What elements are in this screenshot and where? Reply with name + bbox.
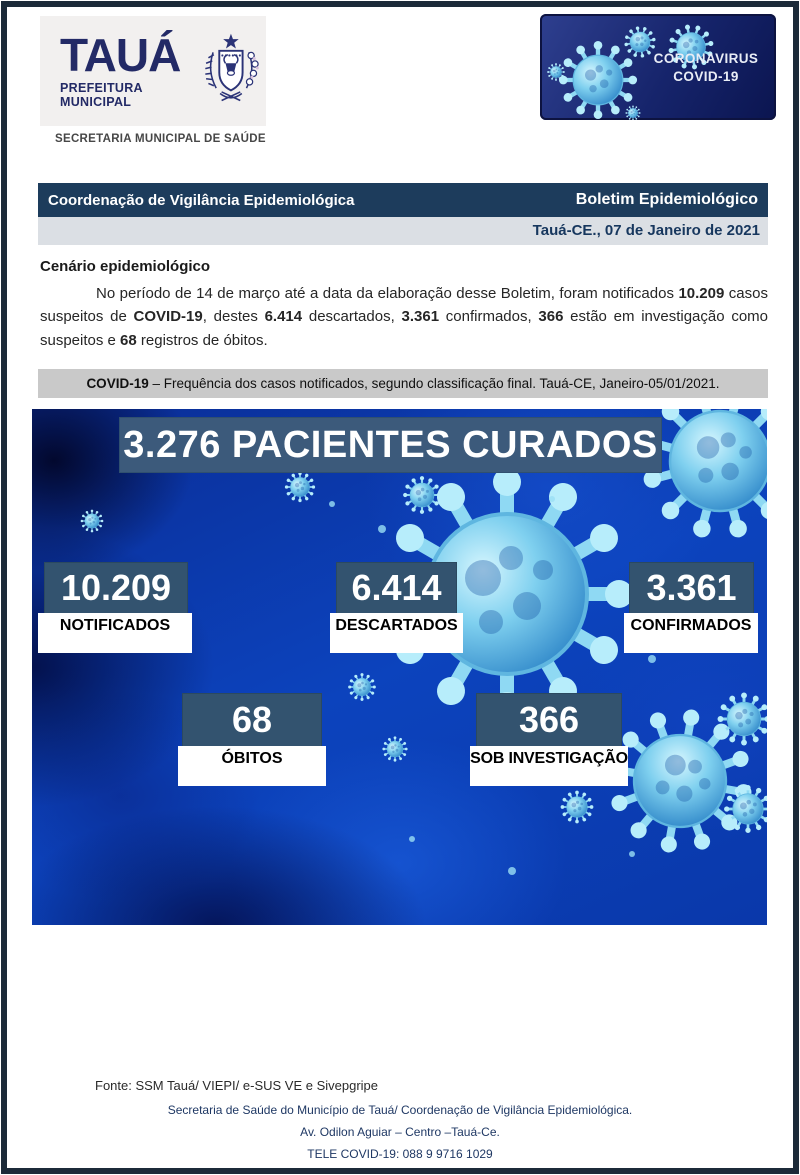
header-bar <box>38 183 768 217</box>
stat-label-confirmados: CONFIRMADOS <box>624 613 758 653</box>
stat-label-investigacao: SOB INVESTIGAÇÃO <box>470 746 628 786</box>
footer-phone: TELE COVID-19: 088 9 9716 1029 <box>307 1147 493 1161</box>
caption-bold: COVID-19 <box>86 376 149 391</box>
stat-value-confirmados: 3.361 <box>630 563 753 613</box>
footer-secretaria: Secretaria de Saúde do Município de Tauá/ Coordenação de Vigilância Epidemiológica. <box>167 1103 633 1117</box>
stat-value-notificados: 10.209 <box>45 563 187 613</box>
municipal-logo <box>40 16 266 126</box>
date-strip <box>38 217 768 245</box>
covid-banner <box>540 14 776 120</box>
bulletin-date: Tauá-CE., 07 de Janeiro de 2021 <box>532 222 760 239</box>
banner-line2: COVID-19 <box>673 69 739 85</box>
intro-paragraph <box>40 282 768 352</box>
stat-label-notificados: NOTIFICADOS <box>38 613 192 653</box>
section-heading: Cenário epidemiológico <box>40 258 211 275</box>
logo-text <box>40 16 194 109</box>
logo-title: TAUÁ <box>60 29 181 81</box>
stat-label-descartados: DESCARTADOS <box>330 613 463 653</box>
banner-line1: CORONAVIRUS <box>653 51 759 66</box>
paragraph-text: descartados, <box>302 308 402 326</box>
stat-value-obitos: 68 <box>183 694 321 746</box>
star-icon <box>223 34 239 49</box>
stat-inline-notificados: 10.209 <box>678 285 725 302</box>
footer-address: Av. Odilon Aguiar – Centro –Tauá-Ce. <box>300 1125 500 1139</box>
stat-inline-obitos: 68 <box>120 331 137 349</box>
logo-subtitle: PREFEITURA MUNICIPAL <box>60 80 143 109</box>
stat-inline-investigacao: 366 <box>538 308 564 326</box>
header-right-title: Boletim Epidemiológico <box>575 191 758 208</box>
table-caption-bar <box>38 369 768 398</box>
covid-inline: COVID-19 <box>133 308 203 326</box>
stat-value-descartados: 6.414 <box>337 563 456 613</box>
cured-patients-title: 3.276 PACIENTES CURADOS <box>120 418 661 472</box>
footer-source: Fonte: SSM Tauá/ VIEPI/ e-SUS VE e Sivepgripe <box>95 1078 379 1093</box>
paragraph-text: confirmados, <box>439 308 539 326</box>
paragraph-text: No período de 14 de março até a data da elaboração desse Boletim, foram notificados <box>96 285 679 302</box>
stat-inline-confirmados: 3.361 <box>401 308 440 326</box>
secretaria-label: SECRETARIA MUNICIPAL DE SAÚDE <box>55 133 266 145</box>
paragraph-text: registros de óbitos. <box>136 331 268 349</box>
stat-label-obitos: ÓBITOS <box>178 746 326 786</box>
paragraph-text: , destes <box>202 308 265 326</box>
caption-text: – Frequência dos casos notificados, segundo classificação final. Tauá-CE, Janeiro-05/01/2021. <box>148 376 720 391</box>
paragraph-text: casos suspeitos de <box>40 285 768 326</box>
banner-text <box>642 50 770 86</box>
hero-infographic <box>32 409 767 925</box>
coat-of-arms-icon <box>196 22 266 120</box>
stat-inline-descartados: 6.414 <box>264 308 303 326</box>
header-left-title: Coordenação de Vigilância Epidemiológica <box>48 191 355 209</box>
paragraph-text: estão em investigação como suspeitos e <box>40 308 768 349</box>
virus-background-icon <box>32 409 767 925</box>
stat-value-investigacao: 366 <box>477 694 621 746</box>
